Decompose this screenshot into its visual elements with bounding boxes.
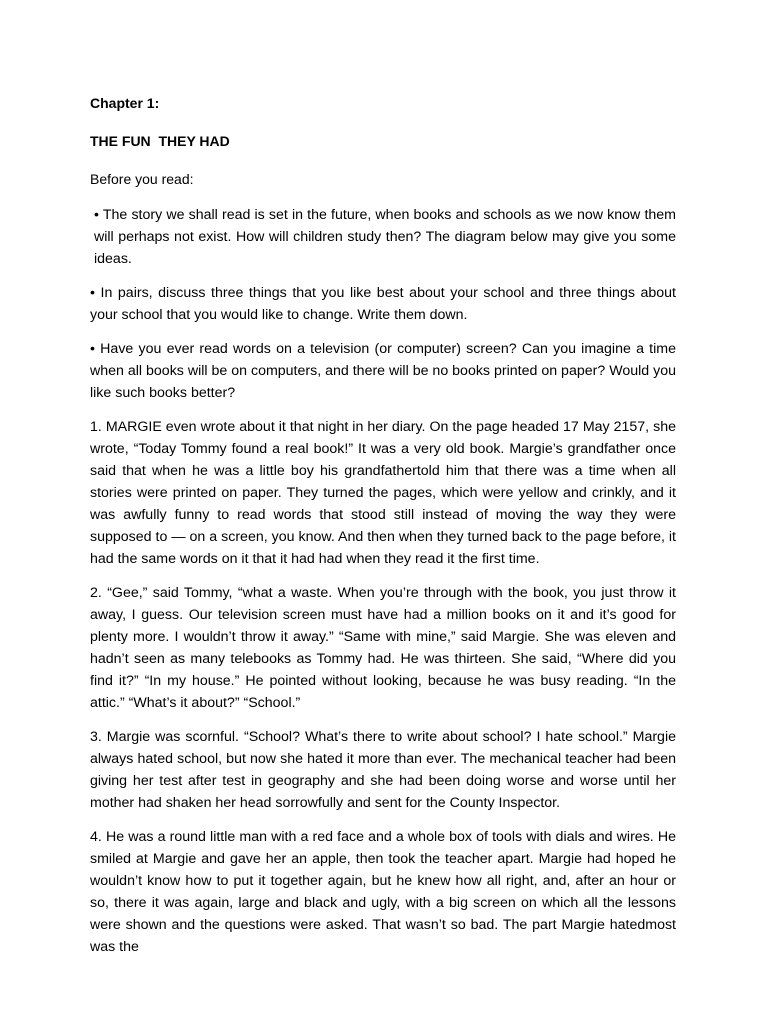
story-paragraph: 2. “Gee,” said Tommy, “what a waste. When you’re through with the book, you just throw it away, I guess. Our television screen must have had a million books on it and it’s good for plenty more. I wouldn’t throw it away.” “Same with mine,” said Margie. She was eleven and hadn’t seen as many telebooks as Tommy had. He was thirteen. She said, “Where did you find it?” “In my house.” He pointed without looking, because he was busy reading. “In the attic.” “What’s it about?” “School.” <box>90 585 676 711</box>
story-paragraph: 3. Margie was scornful. “School? What’s there to write about school? I hate school.” Margie always hated school, but now she hated it more than ever. The mechanical teacher had been giving her test after test in geography and she had been doing worse and worse until her mother had shaken her head sorrowfully and sent for the County Inspector. <box>90 729 676 811</box>
story-paragraph: 1. MARGIE even wrote about it that night in her diary. On the page headed 17 May 2157, she wrote, “Today Tommy found a real book!” It was a very old book. Margie’s grandfather once said that when he was a little boy his grandfathertold him that there was a time when all stories were printed on paper. They turned the pages, which were yellow and crinkly, and it was awfully funny to read words that stood still instead of moving the way they were supposed to — on a screen, you know. And then when they turned back to the page before, it had the same words on it that it had had when they read it the first time. <box>90 419 676 567</box>
story-title: THE FUN THEY HAD <box>90 133 230 149</box>
bullet-item: • The story we shall read is set in the future, when books and schools as we now know them will perhaps not exist. How will children study then? The diagram below may give you some ideas. <box>94 207 676 267</box>
story-paragraph: 4. He was a round little man with a red face and a whole box of tools with dials and wires. He smiled at Margie and gave her an apple, then took the teacher apart. Margie had hoped he wouldn’t know how to put it together again, but he knew how all right, and, after an hour or so, there it was again, large and black and ugly, with a big screen on which all the lessons were shown and the questions were asked. That wasn’t so bad. The part Margie hatedmost was the <box>90 829 676 955</box>
before-you-read-heading: Before you read: <box>90 171 194 187</box>
document-page <box>90 94 676 958</box>
chapter-label: Chapter 1: <box>90 95 160 111</box>
bullet-item: • In pairs, discuss three things that you like best about your school and three things about your school that you would like to change. Write them down. <box>90 285 676 323</box>
bullet-item: • Have you ever read words on a television (or computer) screen? Can you imagine a time when all books will be on computers, and there will be no books printed on paper? Would you like such books better? <box>90 341 676 401</box>
